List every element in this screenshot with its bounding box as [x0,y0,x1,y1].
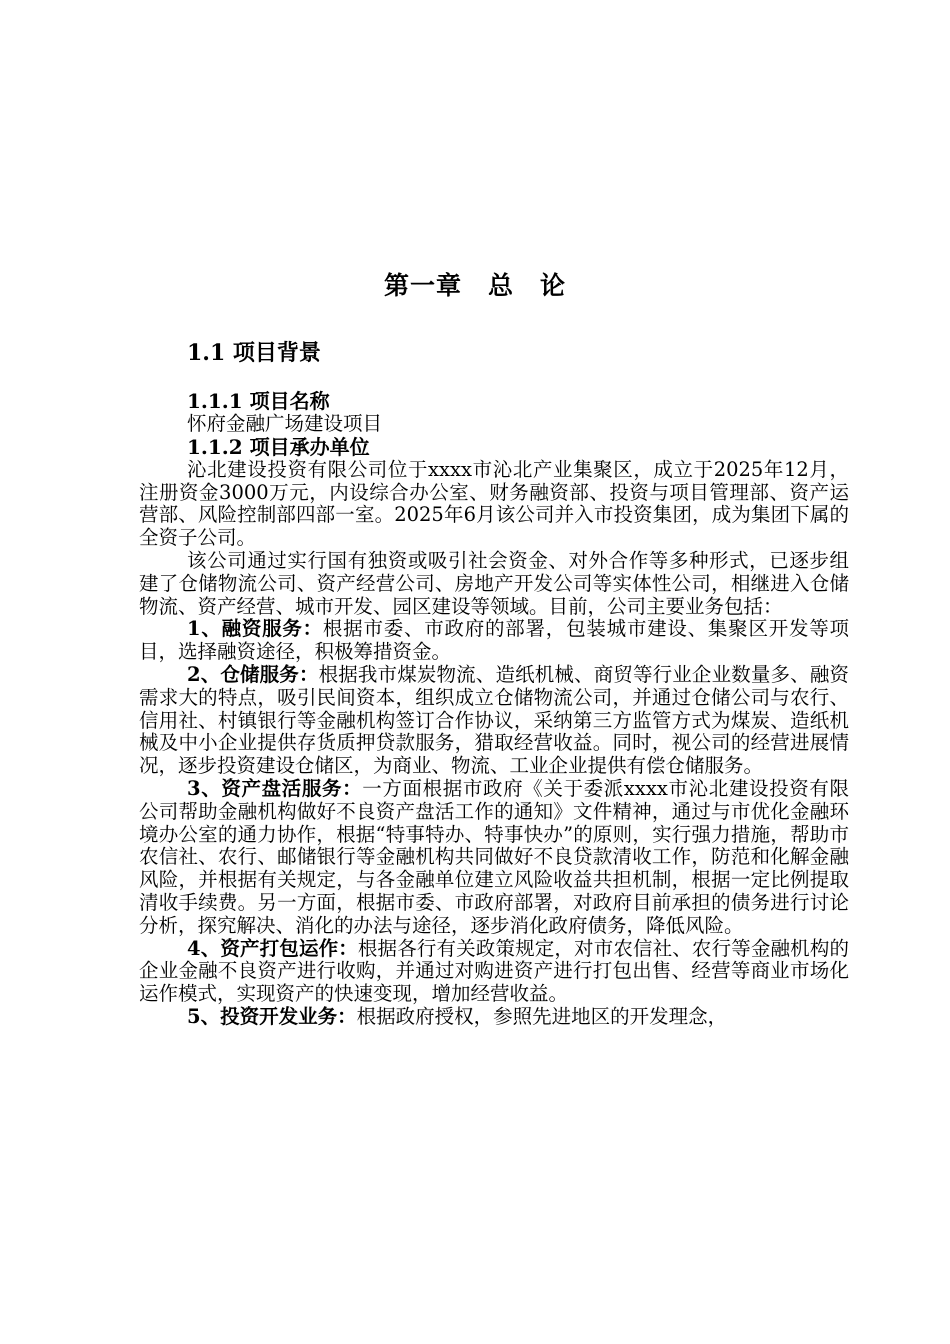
project-name: 怀府金融广场建设项目 [187,412,383,435]
service-item-financing [139,618,849,664]
section-heading: 1.1 项目背景 [187,340,321,366]
service-text: 根据各行有关政策规定，对市农信社、农行等金融机构的企业金融不良资产进行收购，并通过对购进资产进行打包出售、经营等商业市场化运作模式，实现资产的快速变现，增加经营收益。 [139,936,849,1006]
service-label: 3、资产盘活服务： [187,776,363,800]
project-name-heading: 1.1.1 项目名称 [187,389,330,413]
service-label: 2、仓储服务： [187,662,319,686]
company-business-paragraph: 该公司通过实行国有独资或吸引社会资金、对外合作等多种形式，已逐步组建了仓储物流公司、资产经营公司、房地产开发公司等实体性公司，相继进入仓储物流、资产经营、城市开发、园区建设等领域。目前，公司主要业务包括： [139,548,849,618]
service-label: 5、投资开发业务： [187,1004,357,1028]
chapter-title: 第一章 总 论 [383,271,566,300]
document-body [139,338,849,1029]
service-item-asset-packaging [139,938,849,1006]
company-intro-paragraph: 沁北建设投资有限公司位于xxxx市沁北产业集聚区，成立于2025年12月，注册资金3000万元，内设综合办公室、财务融资部、投资与项目管理部、资产运营部、风险控制部四部一室。2025年6月该公司并入市投资集团，成为集团下属的全资子公司。 [139,457,849,550]
service-text: 根据我市煤炭物流、造纸机械、商贸等行业企业数量多、融资需求大的特点，吸引民间资本，组织成立仓储物流公司，并通过仓储公司与农行、信用社、村镇银行等金融机构签订合作协议，采纳第三方监管方式为煤炭、造纸机械及中小企业提供存货质押贷款服务，猎取经营收益。同时，视公司的经营进展情况，逐步投资建设仓储区，为商业、物流、工业企业提供有偿仓储服务。 [139,662,849,778]
service-item-warehousing [139,664,849,778]
service-text: 根据市委、市政府的部署，包装城市建设、集聚区开发等项目，选择融资途径，积极筹措资金。 [139,617,849,664]
service-label: 4、资产打包运作： [187,936,358,960]
service-text: 一方面根据市政府《关于委派xxxx市沁北建设投资有限公司帮助金融机构做好不良资产盘活工作的通知》文件精神，通过与市优化金融环境办公室的通力协作，根据“特事特办、特事快办”的原则，实行强力措施，帮助市农信社、农行、邮储银行等金融机构共同做好不良贷款清收工作，防范和化解金融风险，并根据有关规定，与各金融单位建立风险收益共担机制，根据一定比例提取清收手续费。另一方面，根据市委、市政府部署，对政府目前承担的债务进行讨论分析，探究解决、消化的办法与途径，逐步消化政府债务，降低风险。 [139,776,849,937]
service-item-investment-development [139,1006,849,1029]
undertaker-heading: 1.1.2 项目承办单位 [187,434,370,459]
service-item-asset-revitalization [139,778,849,938]
service-label: 1、融资服务： [187,617,323,641]
service-text: 根据政府授权，参照先进地区的开发理念， [356,1004,728,1028]
